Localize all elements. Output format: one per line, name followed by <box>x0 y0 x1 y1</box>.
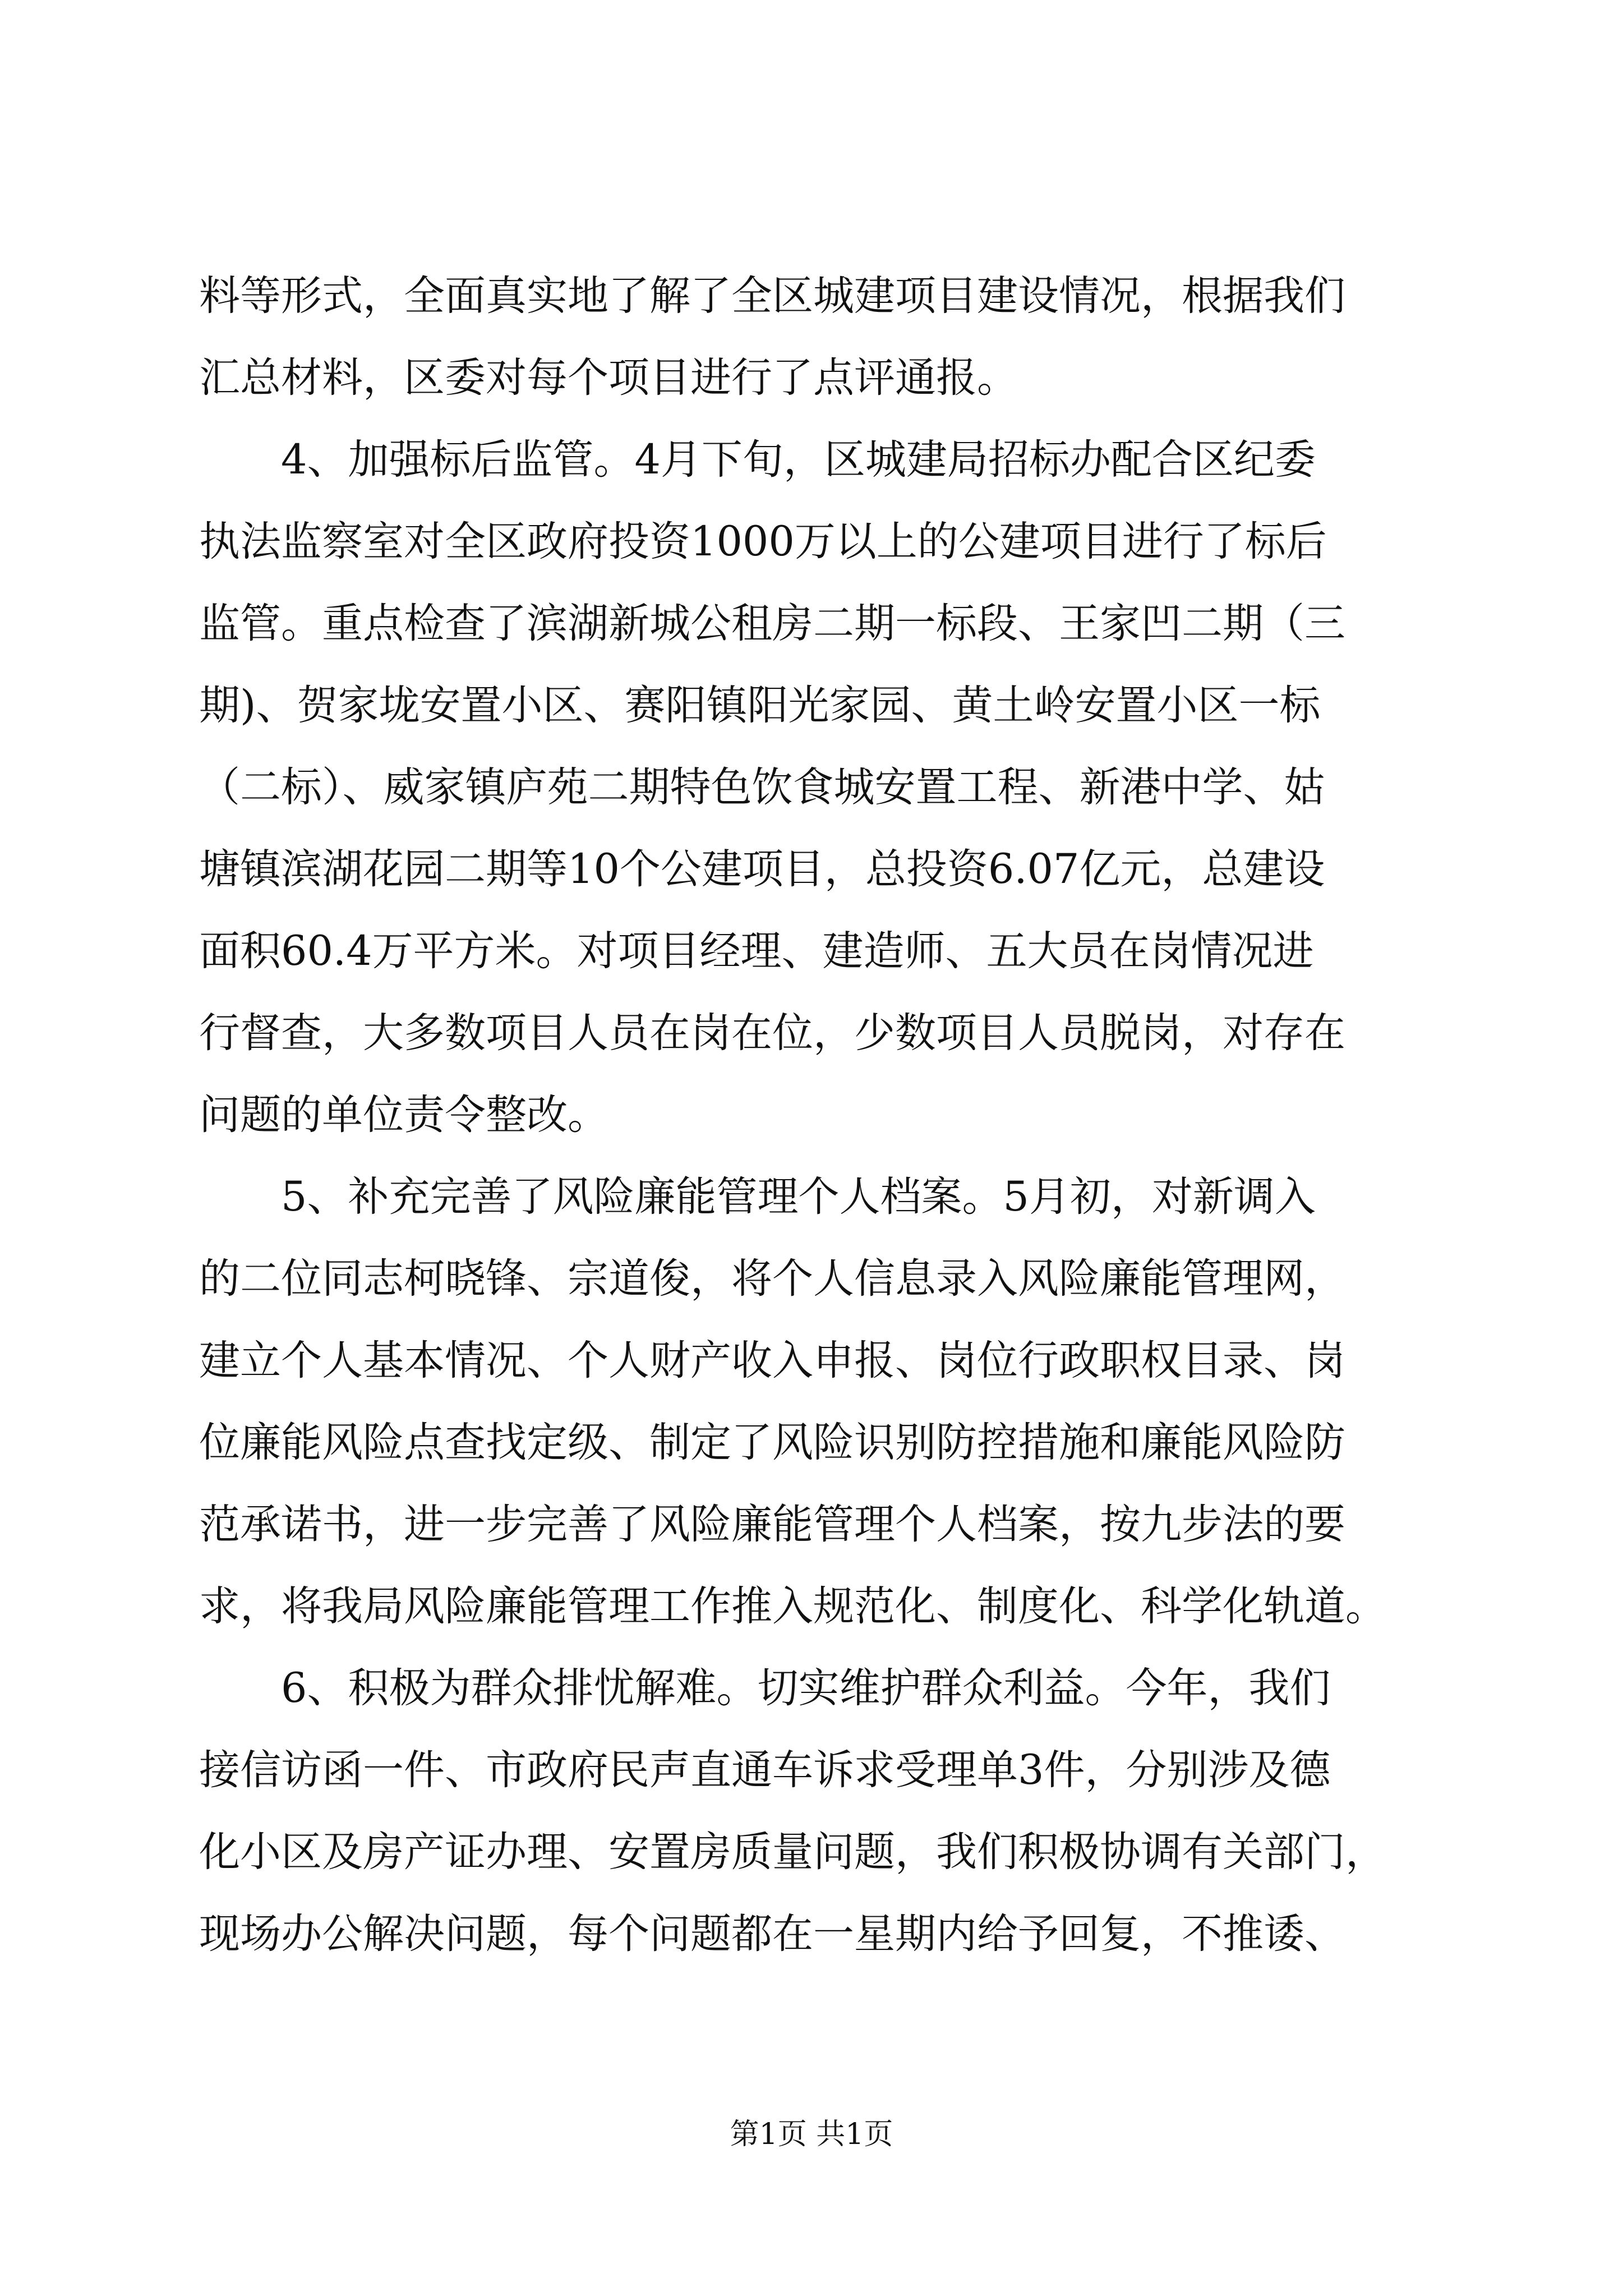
text-line: 位廉能风险点查找定级、制定了风险识别防控措施和廉能风险防 <box>199 1419 1345 1466</box>
text-line: 现场办公解决问题，每个问题都在一星期内给予回复，不推诿、 <box>199 1910 1345 1958</box>
text-line: 行督查，大多数项目人员在岗在位，少数项目人员脱岗，对存在 <box>199 1009 1345 1057</box>
text-line: 的二位同志柯晓锋、宗道俊，将个人信息录入风险廉能管理网， <box>199 1255 1345 1303</box>
text-line: （二标）、威家镇庐苑二期特色饮食城安置工程、新港中学、姑 <box>199 763 1325 811</box>
text-line: 监管。重点检查了滨湖新城公租房二期一标段、王家凹二期（三 <box>199 600 1345 647</box>
document-body <box>199 255 1422 1975</box>
text-line: 面积60.4万平方米。对项目经理、建造师、五大员在岗情况进 <box>199 927 1314 975</box>
text-line: 执法监察室对全区政府投资1000万以上的公建项目进行了标后 <box>199 518 1327 565</box>
text-line: 求，将我局风险廉能管理工作推入规范化、制度化、科学化轨道。 <box>199 1582 1386 1630</box>
page-footer <box>0 2115 1623 2154</box>
paragraph-start-line: 4、加强标后监管。4月下旬，区城建局招标办配合区纪委 <box>281 436 1316 484</box>
text-line: 范承诺书，进一步完善了风险廉能管理个人档案，按九步法的要 <box>199 1501 1345 1548</box>
text-line: 汇总材料，区委对每个项目进行了点评通报。 <box>199 354 1018 402</box>
text-line: 化小区及房产证办理、安置房质量问题，我们积极协调有关部门， <box>199 1828 1386 1876</box>
text-line: 塘镇滨湖花园二期等10个公建项目，总投资6.07亿元，总建设 <box>199 845 1325 893</box>
text-line: 料等形式，全面真实地了解了全区城建项目建设情况，根据我们 <box>199 272 1345 320</box>
text-line: 接信访函一件、市政府民声直通车诉求受理单3件，分别涉及德 <box>199 1746 1331 1794</box>
text-line: 问题的单位责令整改。 <box>199 1091 608 1139</box>
text-line: 建立个人基本情况、个人财产收入申报、岗位行政职权目录、岗 <box>199 1337 1345 1384</box>
text-line: 期)、贺家垅安置小区、赛阳镇阳光家园、黄土岭安置小区一标 <box>199 682 1321 729</box>
paragraph-start-line: 6、积极为群众排忧解难。切实维护群众利益。今年，我们 <box>281 1664 1331 1712</box>
page-number-indicator: 第1页 共1页 <box>730 2118 893 2151</box>
paragraph-start-line: 5、补充完善了风险廉能管理个人档案。5月初，对新调入 <box>281 1173 1316 1221</box>
